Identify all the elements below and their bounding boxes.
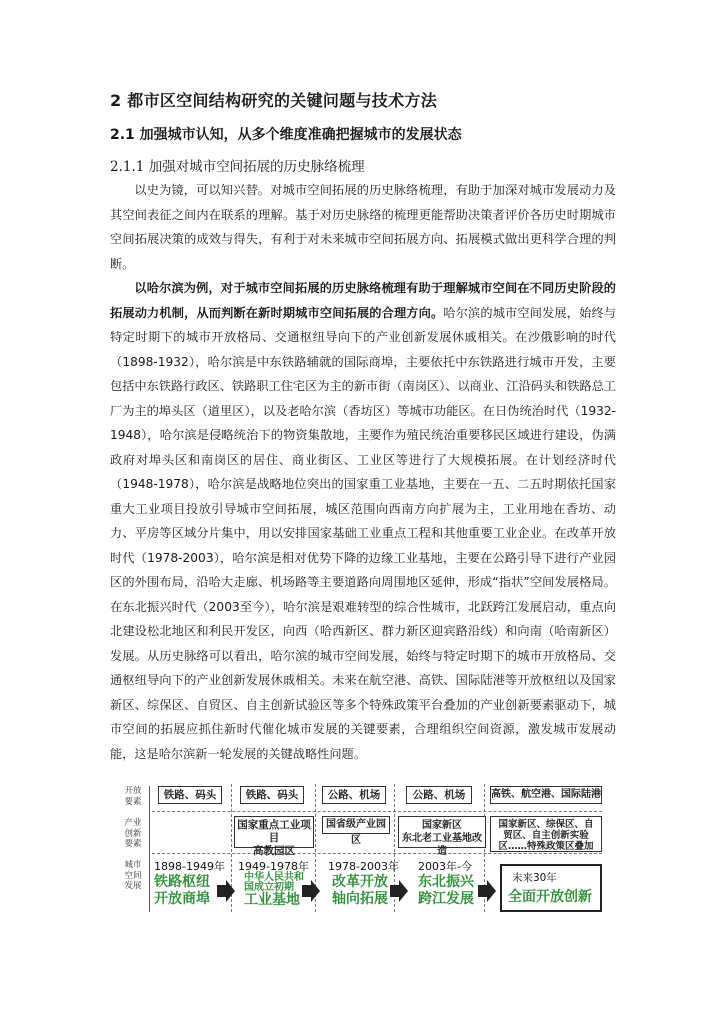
paragraph-harbin-rest: 哈尔滨的城市空间发展，始终与特定时期下的城市开放格局、交通枢纽导向下的产业创新发展休戚相关。在沙俄影响的时代（1898-1932），哈尔滨是中东铁路辅就的国际商埠，主要依托中东铁路进行城市开发，主要包括中东铁路行政区、铁路职工住宅区为主的新市街（南岗区）、以商业、江沿码头和铁路总工厂为主的埠头区（道里区），以及老哈尔滨（香坊区）等城市功能区。在日伪统治时代（1932-1948），哈尔滨是侵略统治下的物资集散地，主要作为殖民统治重要移民区域进行建设，伪满政府对埠头区和南岗区的居住、商业街区、工业区等进行了大规模拓展。在计划经济时代（1948-1978），哈尔滨是战略地位突出的国家重工业基地，主要在一五、二五时期依托国家重大工业项目投放引导城市空间拓展，城区范围向西南方向扩展为主，工业用地在香坊、动力、平房等区域分片集中，用以安排国家基础工业重点工程和其他重要工业企业。在改革开放时代（1978-2003），哈尔滨是相对优势下降的边缘工业基地，主要在公路引导下进行产业园区的外围布局，沿哈大走廊、机场路等主要道路向周围地区延伸，形成“指状”空间发展格局。在东北振兴时代（2003至今），哈尔滨是艰难转型的综合性城市，北跃跨江发展启动，重点向北建设松北地区和利民开发区，向西（哈西新区、群力新区迎宾路沿线）和向南（哈南新区）发展。从历史脉络可以看出，哈尔滨的城市空间发展，始终与特定时期下的城市开放格局、交通枢纽导向下的产业创新发展休戚相关。未来在航空港、高铁、国际陆港等开放枢纽以及国家新区、综保区、自贸区、自主创新试验区等多个特殊政策平台叠加的产业创新要素驱动下，城市空间的拓展应抓住新时代催化城市发展的关键要素，合理组织空间资源，激发城市发展动能，这是哈尔滨新一轮发展的关键战略性问题。 xyxy=(110,305,617,761)
industry-cell-5: 国家新区、综保区、自 贸区、自主创新实验 区……特殊政策区叠加 xyxy=(490,816,602,852)
row-label-divider xyxy=(149,786,150,912)
era-4-title-1: 东北振兴 xyxy=(418,874,474,890)
timeline-figure xyxy=(122,780,608,920)
row-label-open: 开放要素 xyxy=(124,786,142,807)
era-4-title-2: 跨江发展 xyxy=(418,891,474,907)
row-divider-2 xyxy=(152,853,602,854)
arrow-icon xyxy=(217,880,235,902)
era-2-subtitle-1: 中华人民共和 xyxy=(244,872,304,883)
subsection-heading-2-1: 2.1 加强城市认知，从多个维度准确把握城市的发展状态 xyxy=(110,127,462,143)
row-divider-1 xyxy=(152,811,602,812)
open-cell-5: 高铁、航空港、国际陆港 xyxy=(490,786,602,804)
arrow-icon xyxy=(302,880,320,902)
row-label-space: 城市空间发展 xyxy=(124,860,142,891)
subsubsection-heading-2-1-1: 2.1.1 加强对城市空间拓展的历史脉络梳理 xyxy=(110,159,365,175)
era-3-title-1: 改革开放 xyxy=(332,874,388,890)
row-label-industry: 产业创新要素 xyxy=(124,818,142,849)
industry-cell-3: 国省级产业园区 xyxy=(322,816,390,834)
paragraph-harbin xyxy=(110,276,616,766)
arrow-icon xyxy=(390,880,408,902)
open-cell-2: 铁路、码头 xyxy=(240,786,304,804)
industry-cell-4: 国家新区 东北老工业基地改造 xyxy=(398,816,486,848)
future-date: 未来30年 xyxy=(512,872,557,884)
era-1-title-2: 开放商埠 xyxy=(154,891,210,907)
future-title: 全面开放创新 xyxy=(508,889,592,905)
paragraph-harbin-bold: 以哈尔滨为例，对于城市空间拓展的历史脉络梳理有助于理解城市空间在不同历史阶段的拓展动力机制，从而判断在新时期城市空间拓展的合理方向。 xyxy=(110,281,616,320)
era-2-subtitle-2: 国成立初期 xyxy=(244,882,294,893)
open-cell-3: 公路、机场 xyxy=(322,786,386,804)
open-cell-4: 公路、机场 xyxy=(406,786,472,804)
paragraph-intro: 以史为镜，可以知兴替。对城市空间拓展的历史脉络梳理，有助于加深对城市发展动力及其空间表征之间内在联系的理解。基于对历史脉络的梳理更能帮助决策者评价各历史时期城市空间拓展决策的成效与得失，有利于对未来城市空间拓展方向、拓展模式做出更科学合理的判断。 xyxy=(110,183,616,271)
industry-cell-2: 国家重点工业项目 高教园区 xyxy=(234,816,314,848)
era-2-date: 1949-1978年 xyxy=(238,860,309,873)
era-4-date: 2003年-今 xyxy=(418,860,472,873)
future-box xyxy=(500,864,602,912)
era-1-title-1: 铁路枢纽 xyxy=(154,874,210,890)
section-heading-2: 2 都市区空间结构研究的关键问题与技术方法 xyxy=(110,91,438,110)
era-3-date: 1978-2003年 xyxy=(328,860,399,873)
arrow-icon xyxy=(478,880,496,902)
era-2-title-2: 工业基地 xyxy=(244,892,300,908)
era-1-date: 1898-1949年 xyxy=(154,860,225,873)
era-3-title-2: 轴向拓展 xyxy=(332,891,388,907)
open-cell-1: 铁路、码头 xyxy=(158,786,222,804)
